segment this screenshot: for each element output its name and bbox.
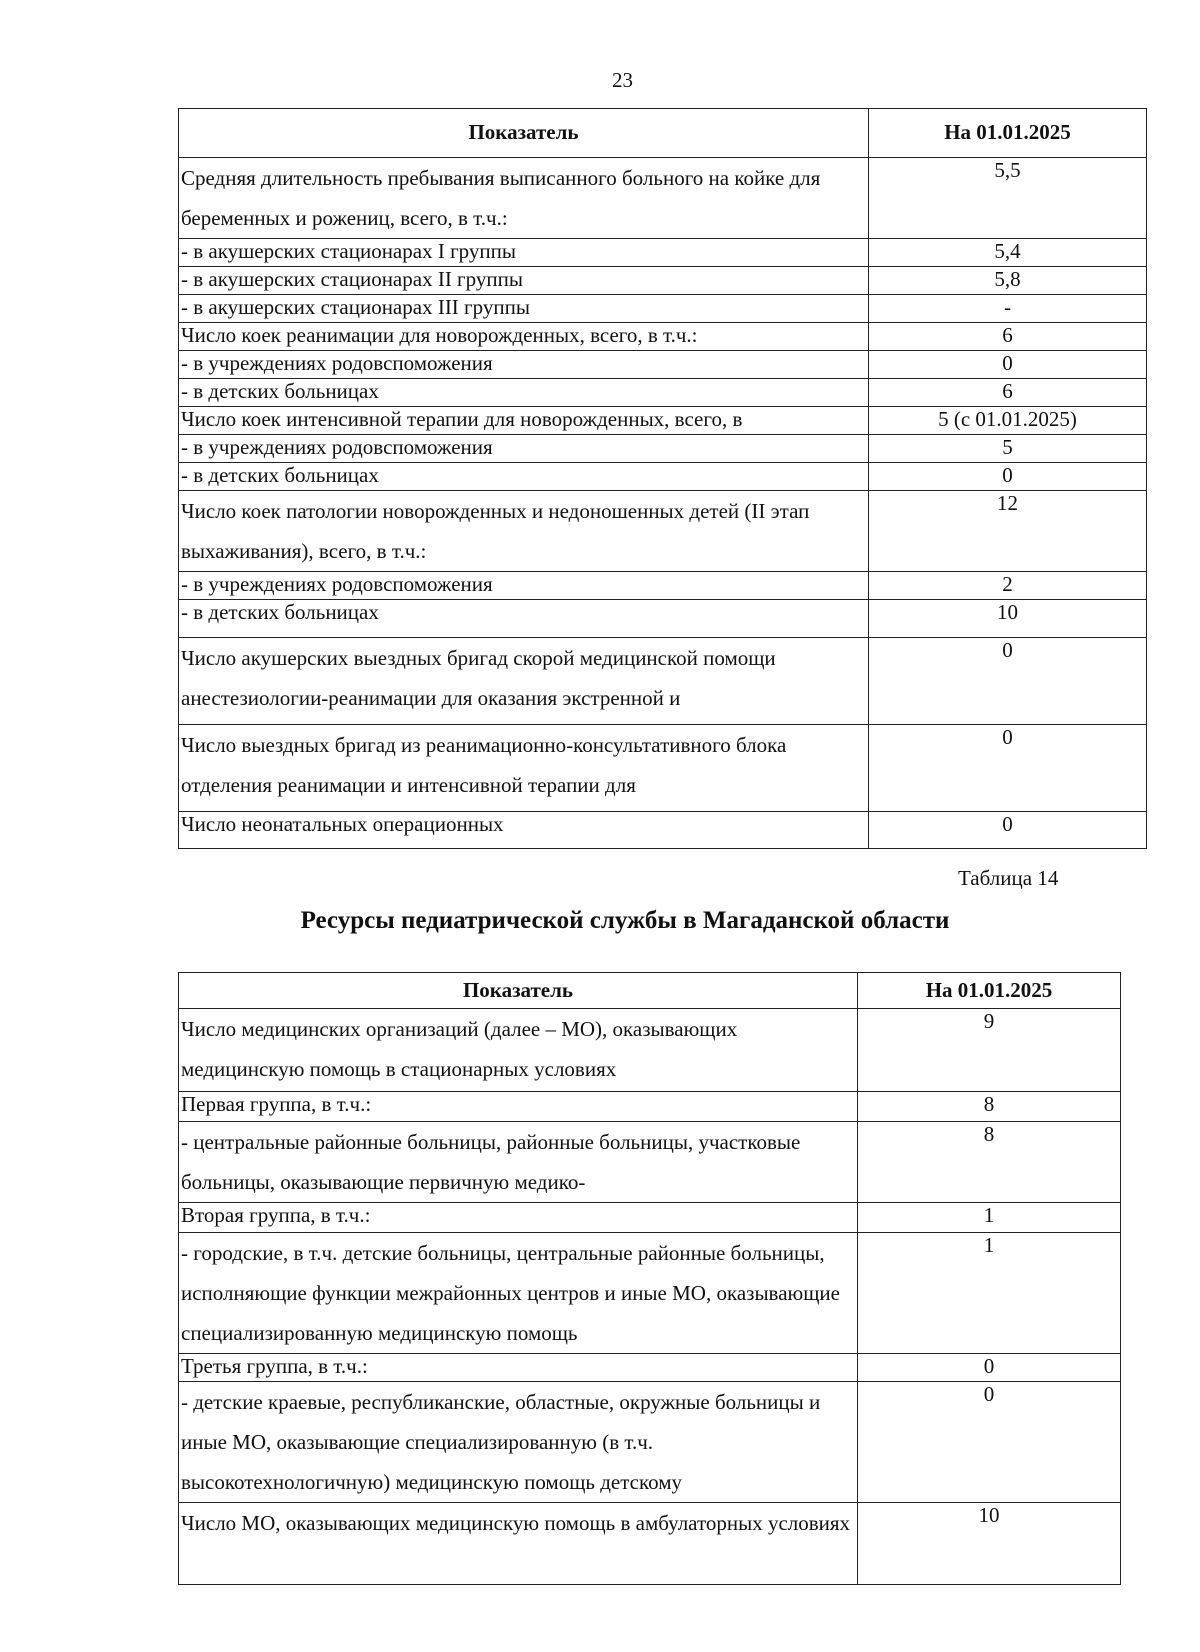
column-header-indicator: Показатель (179, 973, 858, 1009)
table-row (179, 463, 1147, 491)
indicator-cell: Число неонатальных операционных (179, 812, 869, 849)
value-cell: 5 (с 01.01.2025) (869, 407, 1147, 435)
table-row (179, 158, 1147, 239)
table-row (179, 491, 1147, 572)
indicator-cell: - в акушерских стационарах I группы (179, 239, 869, 267)
table-row (179, 1354, 1121, 1382)
indicator-cell: - в детских больницах (179, 379, 869, 407)
value-cell: 5,4 (869, 239, 1147, 267)
indicator-cell: Число выездных бригад из реанимационно-консультативного блока отделения реанимации и интенсивной терапии для (179, 725, 869, 812)
column-header-date: На 01.01.2025 (869, 109, 1147, 158)
table-title: Ресурсы педиатрической службы в Магаданской области (300, 907, 950, 934)
value-cell: 1 (858, 1233, 1121, 1354)
indicator-cell: Число коек интенсивной терапии для новорожденных, всего, в (179, 407, 869, 435)
bed-resources-table (178, 108, 1147, 849)
value-cell: 5 (869, 435, 1147, 463)
table-row (179, 267, 1147, 295)
value-cell: 0 (869, 463, 1147, 491)
value-cell: 10 (869, 600, 1147, 638)
table-row (179, 407, 1147, 435)
value-cell: - (869, 295, 1147, 323)
table-row (179, 1009, 1121, 1092)
table-label: Таблица 14 (958, 866, 1059, 890)
value-cell: 0 (869, 725, 1147, 812)
indicator-cell: Вторая группа, в т.ч.: (179, 1203, 858, 1233)
value-cell: 6 (869, 323, 1147, 351)
value-cell: 9 (858, 1009, 1121, 1092)
table-row (179, 435, 1147, 463)
table-row (179, 323, 1147, 351)
value-cell: 5,8 (869, 267, 1147, 295)
value-cell: 0 (869, 351, 1147, 379)
indicator-cell: - детские краевые, республиканские, областные, окружные больницы и иные МО, оказывающие специализированную (в т.ч. высокотехнологичную) медицинскую помощь детскому (179, 1382, 858, 1503)
indicator-cell: - в учреждениях родовспоможения (179, 572, 869, 600)
indicator-cell: Число коек патологии новорожденных и недоношенных детей (II этап выхаживания), всего, в т.ч.: (179, 491, 869, 572)
value-cell: 2 (869, 572, 1147, 600)
indicator-cell: - в учреждениях родовспоможения (179, 351, 869, 379)
page-number: 23 (612, 68, 633, 92)
table-row (179, 1203, 1121, 1233)
indicator-cell: - в детских больницах (179, 600, 869, 638)
table-row (179, 812, 1147, 849)
table-row (179, 239, 1147, 267)
pediatric-resources-table (178, 972, 1121, 1585)
indicator-cell: - в акушерских стационарах II группы (179, 267, 869, 295)
indicator-cell: Первая группа, в т.ч.: (179, 1092, 858, 1122)
table-row (179, 1382, 1121, 1503)
indicator-cell: Число коек реанимации для новорожденных, всего, в т.ч.: (179, 323, 869, 351)
value-cell: 6 (869, 379, 1147, 407)
value-cell: 10 (858, 1503, 1121, 1585)
indicator-cell: Число акушерских выездных бригад скорой медицинской помощи анестезиологии-реанимации для оказания экстренной и (179, 638, 869, 725)
table-row (179, 725, 1147, 812)
indicator-cell: - в детских больницах (179, 463, 869, 491)
indicator-cell: Средняя длительность пребывания выписанного больного на койке для беременных и рожениц, всего, в т.ч.: (179, 158, 869, 239)
table-row (179, 295, 1147, 323)
table-row (179, 600, 1147, 638)
indicator-cell: Число МО, оказывающих медицинскую помощь в амбулаторных условиях (179, 1503, 858, 1585)
value-cell: 12 (869, 491, 1147, 572)
table-row (179, 1233, 1121, 1354)
indicator-cell: - центральные районные больницы, районные больницы, участковые больницы, оказывающие первичную медико- (179, 1122, 858, 1203)
value-cell: 5,5 (869, 158, 1147, 239)
table-row (179, 1503, 1121, 1585)
indicator-cell: - в учреждениях родовспоможения (179, 435, 869, 463)
value-cell: 0 (858, 1382, 1121, 1503)
table-row (179, 1122, 1121, 1203)
table-header-row (179, 973, 1121, 1009)
value-cell: 1 (858, 1203, 1121, 1233)
table-row (179, 572, 1147, 600)
table-row (179, 351, 1147, 379)
table-row (179, 1092, 1121, 1122)
table-header-row (179, 109, 1147, 158)
table-row (179, 379, 1147, 407)
value-cell: 8 (858, 1092, 1121, 1122)
indicator-cell: Третья группа, в т.ч.: (179, 1354, 858, 1382)
value-cell: 8 (858, 1122, 1121, 1203)
indicator-cell: - в акушерских стационарах III группы (179, 295, 869, 323)
indicator-cell: Число медицинских организаций (далее – МО), оказывающих медицинскую помощь в стационарных условиях (179, 1009, 858, 1092)
value-cell: 0 (869, 812, 1147, 849)
value-cell: 0 (869, 638, 1147, 725)
column-header-indicator: Показатель (179, 109, 869, 158)
indicator-cell: - городские, в т.ч. детские больницы, центральные районные больницы, исполняющие функции межрайонных центров и иные МО, оказывающие специализированную медицинскую помощь (179, 1233, 858, 1354)
table-row (179, 638, 1147, 725)
column-header-date: На 01.01.2025 (858, 973, 1121, 1009)
value-cell: 0 (858, 1354, 1121, 1382)
